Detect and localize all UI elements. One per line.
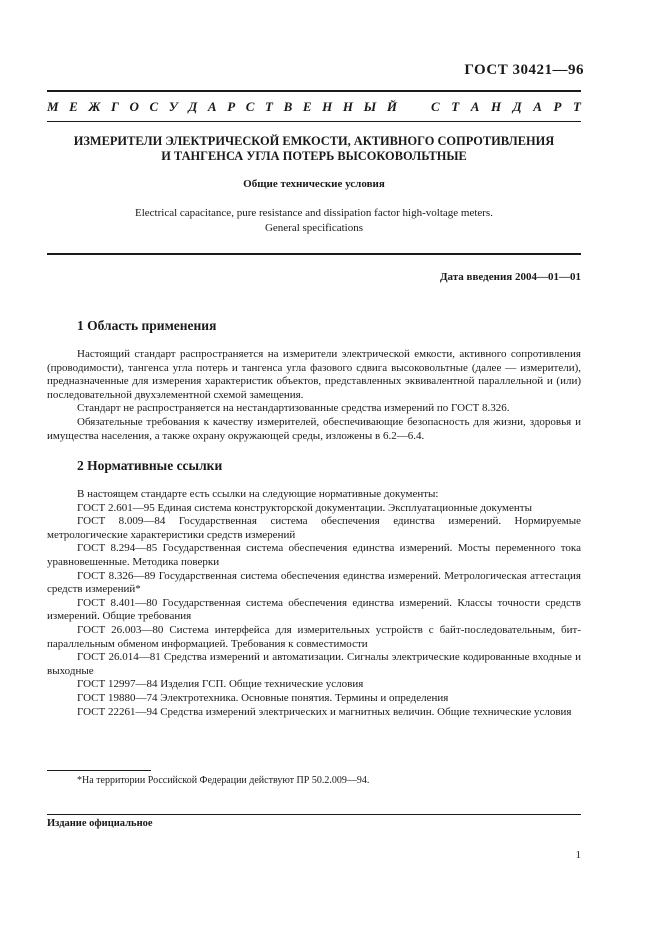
banner-letter: Д: [188, 99, 198, 114]
banner-letter: Е: [69, 99, 78, 114]
banner-letter: В: [283, 99, 293, 114]
header-rule: [47, 90, 581, 92]
introduction-date: Дата введения 2004—01—01: [439, 271, 581, 283]
document-subtitle: Общие технические условия: [243, 178, 385, 190]
banner-letter: Ы: [363, 99, 377, 114]
banner-rule: [47, 121, 581, 122]
banner-letter: А: [470, 99, 480, 114]
banner-letter: С: [245, 99, 255, 114]
reference-item: ГОСТ 26.003—80 Система интерфейса для измерительных устройств с байт-последовательным, бит-параллельным обменом информацией. Требования к совместимости: [47, 623, 581, 650]
banner-letter: Й: [386, 99, 397, 114]
reference-item: ГОСТ 8.326—89 Государственная система обеспечения единства измерений. Метрологическая аттестация средств измерений*: [47, 569, 581, 596]
reference-item: ГОСТ 22261—94 Средства измерений электрических и магнитных величин. Общие технические условия: [77, 705, 572, 718]
reference-item: ГОСТ 8.009—84 Государственная система обеспечения единства измерений. Нормируемые метрологические характеристики средств измерений: [47, 515, 581, 541]
references-intro: В настоящем стандарте есть ссылки на следующие нормативные документы:: [77, 488, 439, 500]
banner-letter: А: [207, 99, 217, 114]
banner-letter: Р: [227, 99, 236, 114]
english-title-line-1: Electrical capacitance, pure resistance and dissipation factor high-voltage meters.: [135, 207, 493, 219]
reference-item: ГОСТ 8.294—85 Государственная система обеспечения единства измерений. Мосты переменного тока уравновешенные. Методика поверки: [47, 542, 581, 568]
banner-letter: Н: [342, 99, 354, 114]
paragraph: Стандарт не распространяется на нестандартизованные средства измерений по ГОСТ 8.326.: [77, 402, 510, 415]
banner-letter: М: [47, 99, 59, 114]
banner-letter: А: [533, 99, 542, 114]
paragraph: Обязательные требования к качеству измерителей, обеспечивающие безопасность для жизни, здоровья и имущества населения, а также охрану окружающей среды, изложены в 6.2—6.4.: [47, 415, 581, 442]
banner-letter: Н: [491, 99, 502, 114]
document-id: ГОСТ 30421—96: [464, 62, 584, 78]
banner-letter: С: [149, 99, 159, 114]
banner-letter: Д: [512, 99, 522, 114]
banner-letter: Т: [572, 99, 581, 114]
english-title-line-2: General specifications: [264, 222, 364, 234]
section-heading-scope: 1 Область применения: [77, 318, 217, 333]
footnote-rule: [47, 770, 151, 771]
document-title: [47, 134, 581, 164]
paragraph: Настоящий стандарт распространяется на измерители электрической емкости, активного сопротивления (проводимости), тангенса угла потерь и тангенса угла фазового сдвига высоковольтные (далее — измерители), предназначенные для измерения характеристик объектов, представленных эквивалентной параллельной и (или) последовательной двухэлементной схемой замещения.: [47, 348, 581, 401]
banner-letter: Р: [553, 99, 562, 114]
reference-item: ГОСТ 2.601—95 Единая система конструкторской документации. Эксплуатационные документы: [77, 501, 532, 514]
banner-letter: У: [168, 99, 178, 114]
banner-letter: С: [431, 99, 440, 114]
banner-letter: Г: [111, 99, 119, 114]
interstate-word: [47, 99, 397, 115]
banner-letter: Т: [451, 99, 460, 114]
section-heading-references: 2 Нормативные ссылки: [77, 458, 223, 473]
references-section: [47, 488, 581, 719]
banner-letter: Ж: [88, 99, 101, 114]
footnote: *На территории Российской Федерации действуют ПР 50.2.009—94.: [77, 775, 370, 786]
standard-word: [431, 99, 581, 115]
footer-rule: [47, 814, 581, 815]
reference-item: ГОСТ 12997—84 Изделия ГСП. Общие технические условия: [77, 678, 364, 691]
reference-item: ГОСТ 19880—74 Электротехника. Основные понятия. Термины и определения: [77, 691, 449, 704]
official-edition-label: Издание официальное: [47, 818, 153, 829]
scope-section: [47, 348, 581, 443]
banner-letter: Т: [265, 99, 273, 114]
english-title: [47, 206, 581, 236]
title-line-2: И ТАНГЕНСА УГЛА ПОТЕРЬ ВЫСОКОВОЛЬТНЫЕ: [161, 149, 467, 163]
page-number: 1: [575, 849, 581, 861]
title-rule: [47, 253, 581, 255]
banner-letter: Е: [302, 99, 312, 114]
banner-letter: Н: [322, 99, 333, 114]
banner-letter: О: [129, 99, 139, 114]
title-line-1: ИЗМЕРИТЕЛИ ЭЛЕКТРИЧЕСКОЙ ЕМКОСТИ, АКТИВНОГО СОПРОТИВЛЕНИЯ: [73, 134, 555, 148]
reference-item: ГОСТ 8.401—80 Государственная система обеспечения единства измерений. Классы точности средств измерений. Общие требования: [47, 596, 581, 623]
reference-item: ГОСТ 26.014—81 Средства измерений и автоматизации. Сигналы электрические кодированные входные и выходные: [47, 651, 581, 677]
interstate-standard-banner: [47, 99, 581, 115]
